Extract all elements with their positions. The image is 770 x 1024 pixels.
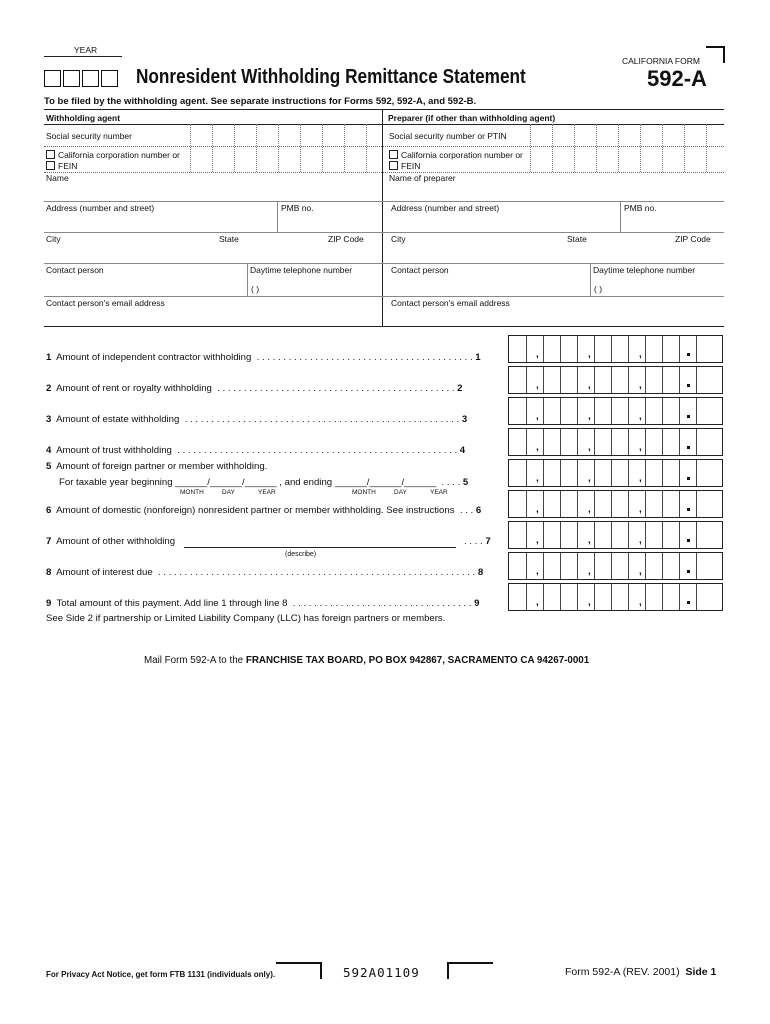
thousands-separator: ,	[536, 566, 539, 577]
digit-cell	[543, 584, 544, 610]
digit-cell	[594, 522, 595, 548]
digit-cell	[526, 460, 527, 486]
digit-cell	[679, 429, 680, 455]
digit-cell	[543, 336, 544, 362]
thousands-separator: ,	[536, 380, 539, 391]
digit-cell	[679, 398, 680, 424]
end-year-label: YEAR	[430, 489, 448, 496]
preparer-address-label: Address (number and street)	[391, 203, 500, 213]
california-form-label: CALIFORNIA FORM	[622, 56, 700, 66]
agent-corp-option[interactable]	[46, 150, 180, 160]
line-3: 3 Amount of estate withholding . . . . . . . . . . . . . . . . . . . . . . . . . . . . . . . . . . . . . . . . . . . . . . . . . . . . 3	[46, 414, 468, 425]
agent-address-field[interactable]	[44, 214, 277, 231]
digit-cell	[611, 460, 612, 486]
preparer-email-label: Contact person's email address	[391, 298, 510, 308]
digit-cell	[577, 429, 578, 455]
line-7-describe-field[interactable]	[184, 547, 456, 548]
checkbox-icon	[389, 161, 398, 170]
agent-phone-label: Daytime telephone number	[250, 265, 353, 275]
thousands-separator: ,	[639, 566, 642, 577]
preparer-contact-label: Contact person	[391, 265, 449, 275]
digit-cell	[696, 584, 697, 610]
digit-cell	[696, 336, 697, 362]
digit-cell	[645, 584, 646, 610]
end-day-label: DAY	[394, 489, 407, 496]
agent-fein-label: FEIN	[58, 161, 78, 171]
digit-cell	[696, 429, 697, 455]
thousands-separator: ,	[536, 535, 539, 546]
line-1-amount[interactable]	[508, 335, 723, 363]
side-2-note: See Side 2 if partnership or Limited Liability Company (LLC) has foreign partners or members.	[46, 613, 446, 624]
thousands-separator: ,	[536, 597, 539, 608]
digit-cell	[662, 336, 663, 362]
preparer-phone-label: Daytime telephone number	[593, 265, 696, 275]
decimal-point	[687, 601, 690, 604]
decimal-point	[687, 508, 690, 511]
digit-cell	[645, 429, 646, 455]
side-label: Side 1	[685, 966, 717, 978]
line-7-amount[interactable]	[508, 521, 723, 549]
digit-cell	[526, 522, 527, 548]
thousands-separator: ,	[639, 380, 642, 391]
digit-cell	[696, 398, 697, 424]
describe-label: (describe)	[285, 551, 317, 558]
form-code: 592A01109	[343, 965, 420, 980]
year-digit-box[interactable]	[82, 70, 99, 87]
digit-cell	[577, 398, 578, 424]
begin-year-label: YEAR	[258, 489, 276, 496]
digit-cell	[560, 553, 561, 579]
decimal-point	[687, 415, 690, 418]
digit-cell	[645, 398, 646, 424]
line-1: 1 Amount of independent contractor withholding . . . . . . . . . . . . . . . . . . . . . . . . . . . . . . . . . . . . . . . . . 1	[46, 352, 481, 363]
line-5-amount[interactable]	[508, 459, 723, 487]
digit-cell	[628, 491, 629, 517]
decimal-point	[687, 384, 690, 387]
digit-cell	[679, 522, 680, 548]
decimal-point	[687, 477, 690, 480]
thousands-separator: ,	[588, 411, 591, 422]
digit-cell	[611, 584, 612, 610]
year-digit-box[interactable]	[44, 70, 61, 87]
digit-cell	[611, 367, 612, 393]
thousands-separator: ,	[639, 442, 642, 453]
digit-cell	[560, 429, 561, 455]
digit-cell	[628, 398, 629, 424]
thousands-separator: ,	[588, 442, 591, 453]
preparer-zip-label: ZIP Code	[675, 234, 711, 244]
agent-state-label: State	[219, 234, 239, 244]
thousands-separator: ,	[588, 535, 591, 546]
digit-cell	[679, 367, 680, 393]
year-digit-box[interactable]	[63, 70, 80, 87]
corner-mark	[276, 962, 322, 979]
agent-contact-field[interactable]	[44, 276, 247, 295]
digit-cell	[696, 522, 697, 548]
digit-cell	[611, 491, 612, 517]
preparer-corp-option[interactable]	[389, 150, 523, 160]
digit-cell	[628, 553, 629, 579]
digit-cell	[696, 367, 697, 393]
digit-cell	[594, 491, 595, 517]
digit-cell	[577, 584, 578, 610]
digit-cell	[662, 429, 663, 455]
decimal-point	[687, 446, 690, 449]
thousands-separator: ,	[639, 473, 642, 484]
digit-cell	[628, 584, 629, 610]
checkbox-icon	[389, 150, 398, 159]
digit-cell	[526, 367, 527, 393]
year-label: YEAR	[74, 45, 98, 55]
preparer-city-label: City	[391, 234, 406, 244]
digit-cell	[526, 553, 527, 579]
line-2: 2 Amount of rent or royalty withholding . . . . . . . . . . . . . . . . . . . . . . . . . . . . . . . . . . . . . . . . . . . . . 2	[46, 383, 463, 394]
line-9-amount[interactable]	[508, 583, 723, 611]
thousands-separator: ,	[588, 380, 591, 391]
preparer-ssn-label: Social security number or PTIN	[389, 131, 507, 141]
digit-cell	[645, 460, 646, 486]
digit-cell	[560, 491, 561, 517]
digit-cell	[645, 491, 646, 517]
digit-cell	[662, 398, 663, 424]
preparer-phone-field[interactable]: ( )	[594, 284, 603, 294]
digit-cell	[560, 522, 561, 548]
digit-cell	[662, 491, 663, 517]
agent-fein-option[interactable]	[46, 161, 77, 171]
thousands-separator: ,	[588, 566, 591, 577]
digit-cell	[594, 584, 595, 610]
digit-cell	[645, 553, 646, 579]
preparer-contact-field[interactable]	[383, 276, 590, 295]
digit-cell	[543, 429, 544, 455]
digit-cell	[662, 553, 663, 579]
agent-city-label: City	[46, 234, 61, 244]
thousands-separator: ,	[536, 411, 539, 422]
digit-cell	[543, 522, 544, 548]
digit-cell	[543, 460, 544, 486]
digit-cell	[543, 491, 544, 517]
line-6-amount[interactable]	[508, 490, 723, 518]
digit-cell	[611, 336, 612, 362]
digit-cell	[679, 460, 680, 486]
privacy-notice: For Privacy Act Notice, get form FTB 1131 (individuals only).	[46, 970, 276, 979]
thousands-separator: ,	[588, 473, 591, 484]
digit-cell	[560, 584, 561, 610]
preparer-corp-label: California corporation number or	[401, 150, 523, 160]
agent-ssn-field[interactable]	[190, 125, 382, 145]
year-digit-box[interactable]	[101, 70, 118, 87]
thousands-separator: ,	[588, 349, 591, 360]
agent-phone-field[interactable]: ( )	[251, 284, 260, 294]
agent-pmb-field[interactable]	[278, 214, 382, 231]
digit-cell	[628, 460, 629, 486]
digit-cell	[645, 336, 646, 362]
digit-cell	[577, 491, 578, 517]
begin-day-label: DAY	[222, 489, 235, 496]
line-8: 8 Amount of interest due . . . . . . . . . . . . . . . . . . . . . . . . . . . . . . . . . . . . . . . . . . . . . . . . . . . . . . . . . . . . 8	[46, 567, 484, 578]
digit-cell	[662, 367, 663, 393]
preparer-address-field[interactable]	[383, 214, 620, 231]
agent-email-field[interactable]	[44, 309, 382, 325]
preparer-name-label: Name of preparer	[389, 173, 456, 183]
preparer-fein-option[interactable]	[389, 161, 420, 171]
digit-cell	[628, 522, 629, 548]
digit-cell	[628, 336, 629, 362]
line-9: 9 Total amount of this payment. Add line 1 through line 8 . . . . . . . . . . . . . . . . . . . . . . . . . . . . . . . . . . 9	[46, 598, 480, 609]
preparer-name-field[interactable]	[383, 184, 724, 200]
line-4-amount[interactable]	[508, 428, 723, 456]
digit-cell	[526, 429, 527, 455]
mail-instruction: Mail Form 592-A to the FRANCHISE TAX BOARD, PO BOX 942867, SACRAMENTO CA 94267-0001	[144, 655, 590, 666]
line-7: 7 Amount of other withholding	[46, 536, 176, 547]
thousands-separator: ,	[639, 349, 642, 360]
filing-instruction: To be filed by the withholding agent. See separate instructions for Forms 592, 592-A, and 592-B.	[44, 96, 477, 107]
digit-cell	[696, 553, 697, 579]
digit-cell	[560, 398, 561, 424]
digit-cell	[526, 584, 527, 610]
preparer-email-field[interactable]	[383, 309, 724, 325]
preparer-state-label: State	[567, 234, 587, 244]
digit-cell	[645, 522, 646, 548]
digit-cell	[577, 336, 578, 362]
digit-cell	[645, 367, 646, 393]
form-title: Nonresident Withholding Remittance Statement	[136, 66, 526, 88]
digit-cell	[543, 398, 544, 424]
form-revision: Form 592-A (REV. 2001) Side 1	[565, 966, 717, 978]
line-7-end: . . . . 7	[464, 536, 491, 547]
thousands-separator: ,	[588, 504, 591, 515]
preparer-fein-label: FEIN	[401, 161, 421, 171]
digit-cell	[594, 398, 595, 424]
digit-cell	[611, 398, 612, 424]
corner-mark	[706, 46, 725, 63]
digit-cell	[526, 491, 527, 517]
agent-name-label: Name	[46, 173, 69, 183]
thousands-separator: ,	[536, 349, 539, 360]
line-2-amount[interactable]	[508, 366, 723, 394]
agent-corp-label: California corporation number or	[58, 150, 180, 160]
digit-cell	[679, 491, 680, 517]
digit-cell	[696, 491, 697, 517]
digit-cell	[611, 429, 612, 455]
line-5-dates[interactable]: For taxable year beginning ______/______/______ , and ending ______/______/______ . . . . 5	[59, 477, 469, 488]
thousands-separator: ,	[639, 504, 642, 515]
agent-city-field[interactable]	[44, 245, 382, 262]
thousands-separator: ,	[639, 411, 642, 422]
agent-email-label: Contact person's email address	[46, 298, 165, 308]
corner-mark	[447, 962, 493, 979]
line-3-amount[interactable]	[508, 397, 723, 425]
digit-cell	[577, 460, 578, 486]
digit-cell	[594, 460, 595, 486]
begin-month-label: MONTH	[180, 489, 204, 496]
thousands-separator: ,	[536, 442, 539, 453]
digit-cell	[543, 367, 544, 393]
preparer-ssn-field[interactable]	[530, 125, 724, 145]
digit-cell	[594, 367, 595, 393]
digit-cell	[679, 584, 680, 610]
digit-cell	[577, 553, 578, 579]
thousands-separator: ,	[536, 504, 539, 515]
agent-address-label: Address (number and street)	[46, 203, 155, 213]
digit-cell	[560, 336, 561, 362]
end-month-label: MONTH	[352, 489, 376, 496]
digit-cell	[577, 522, 578, 548]
digit-cell	[526, 398, 527, 424]
checkbox-icon	[46, 161, 55, 170]
line-5: 5 Amount of foreign partner or member withholding.	[46, 461, 268, 472]
digit-cell	[594, 336, 595, 362]
agent-pmb-label: PMB no.	[281, 203, 314, 213]
year-field[interactable]	[44, 56, 122, 57]
digit-cell	[696, 460, 697, 486]
checkbox-icon	[46, 150, 55, 159]
digit-cell	[662, 522, 663, 548]
digit-cell	[594, 553, 595, 579]
digit-cell	[628, 429, 629, 455]
digit-cell	[594, 429, 595, 455]
preparer-heading: Preparer (if other than withholding agent)	[388, 113, 556, 123]
digit-cell	[662, 460, 663, 486]
decimal-point	[687, 539, 690, 542]
digit-cell	[679, 553, 680, 579]
thousands-separator: ,	[536, 473, 539, 484]
withholding-agent-heading: Withholding agent	[46, 113, 121, 123]
preparer-pmb-label: PMB no.	[624, 203, 657, 213]
agent-name-field[interactable]	[44, 184, 382, 200]
digit-cell	[679, 336, 680, 362]
digit-cell	[560, 460, 561, 486]
thousands-separator: ,	[588, 597, 591, 608]
decimal-point	[687, 353, 690, 356]
line-8-amount[interactable]	[508, 552, 723, 580]
decimal-point	[687, 570, 690, 573]
preparer-pmb-field[interactable]	[621, 214, 724, 231]
digit-cell	[577, 367, 578, 393]
form-number: 592-A	[647, 66, 707, 91]
digit-cell	[526, 336, 527, 362]
digit-cell	[628, 367, 629, 393]
line-4: 4 Amount of trust withholding . . . . . . . . . . . . . . . . . . . . . . . . . . . . . . . . . . . . . . . . . . . . . . . . . . . . . 4	[46, 445, 466, 456]
digit-cell	[543, 553, 544, 579]
thousands-separator: ,	[639, 535, 642, 546]
agent-zip-label: ZIP Code	[328, 234, 364, 244]
preparer-city-field[interactable]	[383, 245, 724, 262]
thousands-separator: ,	[639, 597, 642, 608]
digit-cell	[560, 367, 561, 393]
digit-cell	[662, 584, 663, 610]
digit-cell	[611, 553, 612, 579]
agent-contact-label: Contact person	[46, 265, 104, 275]
agent-ssn-label: Social security number	[46, 131, 132, 141]
line-6: 6 Amount of domestic (nonforeign) nonresident partner or member withholding. See instructions . . . 6	[46, 505, 482, 516]
digit-cell	[611, 522, 612, 548]
